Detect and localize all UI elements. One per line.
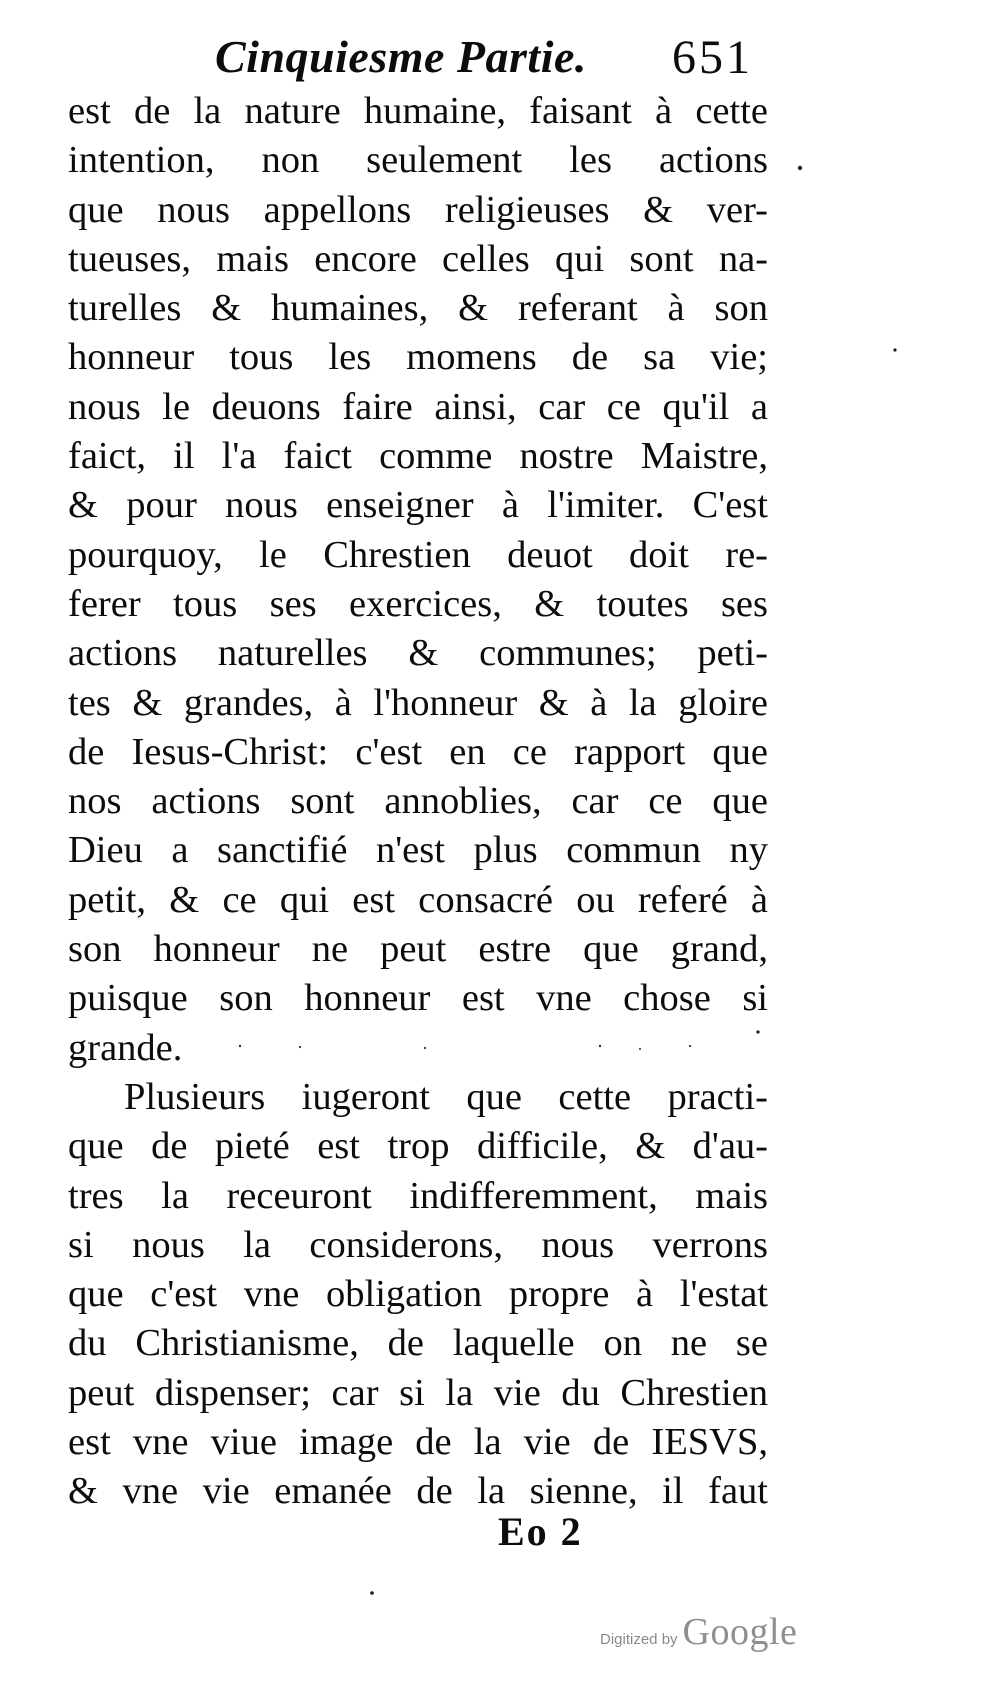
text-line: est vne viue image de la vie de IESVS, [68, 1421, 768, 1464]
page-header [215, 22, 775, 86]
text-line: pourquoy, le Chrestien deuot doit re- [68, 533, 768, 576]
speck [893, 348, 896, 351]
text-line: & vne vie emanée de la sienne, il faut [68, 1470, 768, 1513]
text-line: Plusieurs iugeront que cette practi- [124, 1075, 768, 1118]
text-line: est de la nature humaine, faisant à cette [68, 90, 768, 132]
text-line: son honneur ne peut estre que grand, [68, 928, 768, 971]
text-line: intention, non seulement les actions [68, 139, 768, 182]
text-line: puisque son honneur est vne chose si [68, 977, 768, 1020]
body-text [68, 87, 768, 1517]
text-line: honneur tous les momens de sa vie; [68, 336, 768, 379]
text-line: tres la receuront indifferemment, mais [68, 1174, 768, 1217]
text-line: turelles & humaines, & referant à son [68, 287, 768, 330]
text-line: tueuses, mais encore celles qui sont na- [68, 237, 768, 280]
google-logo: Google [682, 1611, 798, 1653]
text-line: Dieu a sanctifié n'est plus commun ny [68, 829, 768, 872]
text-line: si nous la considerons, nous verrons [68, 1223, 768, 1266]
text-line: faict, il l'a faict comme nostre Maistre, [68, 435, 768, 478]
text-line: & pour nous enseigner à l'imiter. C'est [68, 484, 768, 527]
text-line: tes & grandes, à l'honneur & à la gloire [68, 681, 768, 724]
text-line: que nous appellons religieuses & ver- [68, 188, 768, 231]
text-line: de Iesus-Christ: c'est en ce rapport que [68, 730, 768, 773]
text-line: ferer tous ses exercices, & toutes ses [68, 582, 768, 625]
text-line: nos actions sont annoblies, car ce que [68, 780, 768, 823]
text-line: que c'est vne obligation propre à l'estat [68, 1273, 768, 1316]
text-line: peut dispenser; car si la vie du Chrestien [68, 1371, 768, 1414]
speck [370, 1591, 374, 1595]
text-line: que de pieté est trop difficile, & d'au- [68, 1125, 768, 1168]
signature-mark: Eo 2 [498, 1509, 583, 1554]
running-title: Cinquiesme Partie. [215, 31, 587, 82]
text-line: grande. [68, 1026, 183, 1069]
digitized-watermark [600, 1610, 797, 1654]
text-line: du Christianisme, de laquelle on ne se [68, 1322, 768, 1365]
speck [798, 166, 802, 170]
watermark-prefix: Digitized by [600, 1631, 678, 1648]
page-number: 651 [672, 31, 753, 84]
text-line: actions naturelles & communes; peti- [68, 632, 768, 675]
text-line: petit, & ce qui est consacré ou referé à [68, 878, 768, 921]
text-line: nous le deuons faire ainsi, car ce qu'il a [68, 385, 768, 428]
